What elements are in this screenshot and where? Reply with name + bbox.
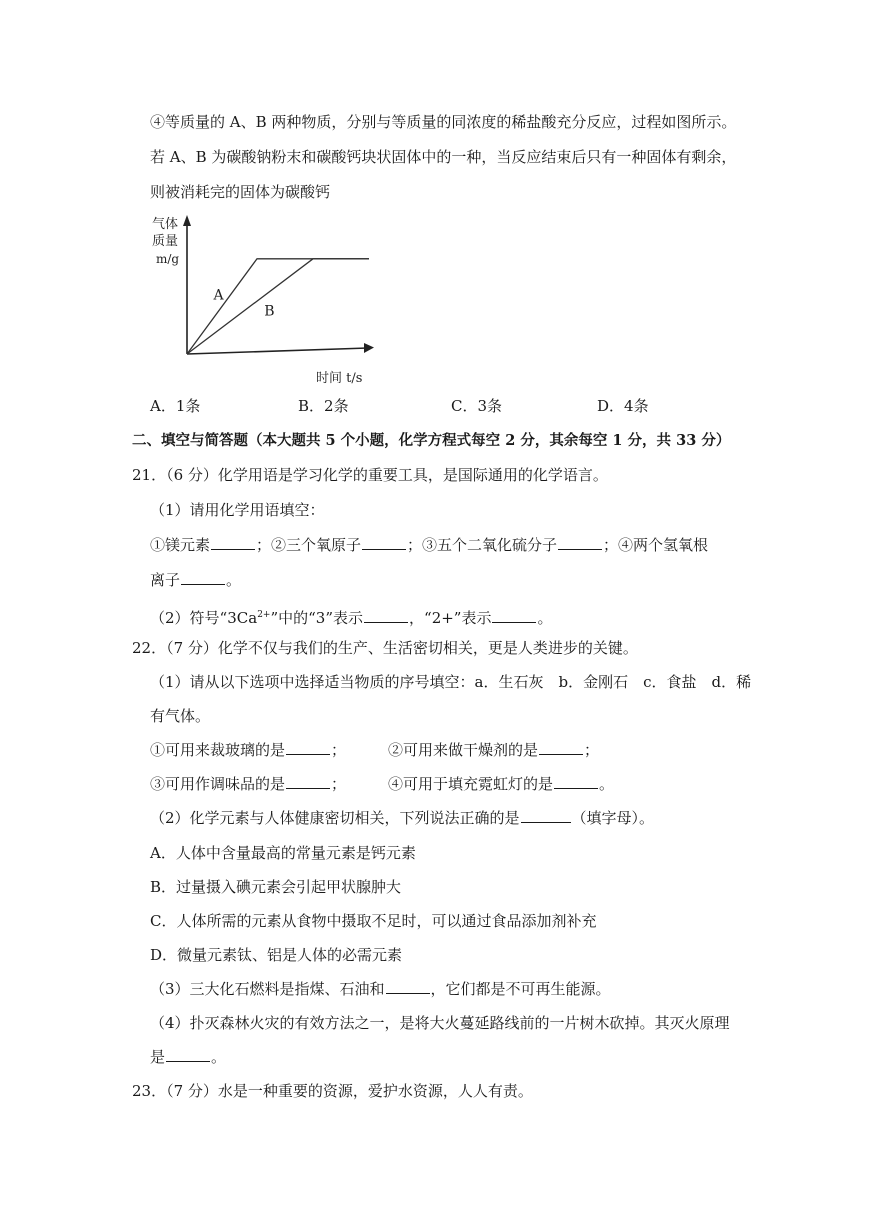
answer-blank[interactable] bbox=[554, 774, 598, 789]
q21-sub2 bbox=[150, 605, 553, 628]
series-line-B bbox=[187, 259, 369, 354]
chart-x-axis bbox=[187, 348, 368, 354]
y-axis-arrow-icon bbox=[183, 215, 191, 226]
q22-sub4-line2 bbox=[150, 1047, 226, 1067]
q20-option-d: D．4条 bbox=[597, 397, 649, 415]
answer-blank[interactable] bbox=[539, 740, 583, 755]
chart-xlabel: 时间 t/s bbox=[316, 371, 363, 386]
answer-blank[interactable] bbox=[492, 608, 536, 623]
answer-blank[interactable] bbox=[211, 535, 255, 550]
q22-i4-text: ④可用于填充霓虹灯的是 bbox=[388, 775, 554, 793]
q20-option-c: C．3条 bbox=[451, 397, 503, 415]
q22-semi: ； bbox=[331, 775, 347, 793]
answer-blank[interactable] bbox=[166, 1047, 210, 1062]
q22-semi: ； bbox=[584, 741, 600, 759]
q22-opt-a: A．人体中含量最高的常量元素是钙元素 bbox=[150, 844, 416, 862]
q21-sub2-end: 。 bbox=[537, 609, 553, 627]
q22-sub1-line2: 有气体。 bbox=[150, 707, 211, 725]
q22-item2 bbox=[388, 740, 599, 760]
answer-blank[interactable] bbox=[286, 740, 330, 755]
q22-item3 bbox=[150, 774, 346, 794]
q22-sub3a: （3）三大化石燃料是指煤、石油和 bbox=[150, 980, 385, 998]
q21-sub2b: ”中的“3”表示 bbox=[270, 609, 364, 627]
answer-blank[interactable] bbox=[362, 535, 406, 550]
q21-sub1: （1）请用化学用语填空： bbox=[150, 501, 325, 519]
answer-blank[interactable] bbox=[286, 774, 330, 789]
answer-blank[interactable] bbox=[364, 608, 408, 623]
chart-ylabel-line1: 气体 bbox=[152, 217, 179, 232]
q23-title: 23．（7 分）水是一种重要的资源，爱护水资源，人人有责。 bbox=[132, 1082, 533, 1100]
q22-item1 bbox=[150, 740, 346, 760]
chart-series bbox=[187, 259, 369, 354]
chart-ylabel-unit: m/g bbox=[156, 252, 180, 266]
series-label-A: A bbox=[213, 287, 224, 304]
q21-sub2-sup: 2+ bbox=[257, 610, 271, 620]
q21-sub2a: （2）符号“3Ca bbox=[150, 609, 258, 627]
q22-opt-d: D．微量元素钛、铝是人体的必需元素 bbox=[150, 946, 403, 964]
answer-blank[interactable] bbox=[521, 808, 571, 823]
q21-fill-line bbox=[150, 535, 708, 555]
q21-f2-text: ；②三个氧原子 bbox=[256, 536, 362, 554]
q20-item4-line1: ④等质量的 A、B 两种物质，分别与等质量的同浓度的稀盐酸充分反应，过程如图所示。 bbox=[150, 113, 737, 131]
q22-sub4-line1: （4）扑灭森林火灾的有效方法之一，是将大火蔓延路线前的一片树木砍掉。其灭火原理 bbox=[150, 1014, 730, 1032]
x-axis-arrow-icon bbox=[364, 343, 374, 353]
q22-sub3b: ，它们都是不可再生能源。 bbox=[430, 980, 611, 998]
q22-sub4-line2a: 是 bbox=[150, 1048, 166, 1066]
q22-sub2b: （填字母）。 bbox=[571, 809, 655, 827]
q21-f1-text: ①镁元素 bbox=[150, 536, 211, 554]
q22-end: 。 bbox=[599, 775, 615, 793]
q22-sub4-end: 。 bbox=[211, 1048, 227, 1066]
q22-item4 bbox=[388, 774, 614, 794]
reaction-chart bbox=[150, 212, 390, 390]
q20-item4-line2: 若 A、B 为碳酸钠粉末和碳酸钙块状固体中的一种，当反应结束后只有一种固体有剩余， bbox=[150, 148, 737, 166]
q22-opt-b: B．过量摄入碘元素会引起甲状腺肿大 bbox=[150, 878, 402, 896]
q22-sub2a: （2）化学元素与人体健康密切相关，下列说法正确的是 bbox=[150, 809, 520, 827]
answer-blank[interactable] bbox=[558, 535, 602, 550]
section-heading: 二、填空与简答题（本大题共 5 个小题，化学方程式每空 2 分，其余每空 1 分，共 33 分） bbox=[132, 432, 731, 449]
q22-sub2 bbox=[150, 808, 654, 828]
series-line-A bbox=[187, 259, 369, 354]
q21-fill-line2 bbox=[150, 570, 241, 590]
q21-f4-text: ；④两个氢氧根 bbox=[603, 536, 709, 554]
q22-i3-text: ③可用作调味品的是 bbox=[150, 775, 286, 793]
q20-item4-line3: 则被消耗完的固体为碳酸钙 bbox=[150, 183, 331, 201]
q21-end-text: 。 bbox=[226, 571, 242, 589]
q21-sub2c: ，“2+”表示 bbox=[409, 609, 492, 627]
q22-opt-c: C．人体所需的元素从食物中摄取不足时，可以通过食品添加剂补充 bbox=[150, 912, 597, 930]
q22-i2-text: ②可用来做干燥剂的是 bbox=[388, 741, 539, 759]
q22-sub1-line1: （1）请从以下选项中选择适当物质的序号填空：a．生石灰 b．金刚石 c．食盐 d．稀 bbox=[150, 673, 752, 691]
q20-option-b: B．2条 bbox=[298, 397, 349, 415]
q22-i1-text: ①可用来裁玻璃的是 bbox=[150, 741, 286, 759]
q21-f4b-text: 离子 bbox=[150, 571, 181, 589]
q21-f3-text: ；③五个二氧化硫分子 bbox=[407, 536, 558, 554]
q20-option-a: A．1条 bbox=[150, 397, 201, 415]
q22-semi: ； bbox=[331, 741, 347, 759]
q21-title: 21．（6 分）化学用语是学习化学的重要工具，是国际通用的化学语言。 bbox=[132, 466, 608, 484]
answer-blank[interactable] bbox=[386, 979, 430, 994]
answer-blank[interactable] bbox=[181, 570, 225, 585]
series-label-B: B bbox=[264, 303, 275, 320]
q22-sub3 bbox=[150, 979, 611, 999]
q22-title: 22．（7 分）化学不仅与我们的生产、生活密切相关，更是人类进步的关键。 bbox=[132, 639, 638, 657]
chart-ylabel-line2: 质量 bbox=[152, 234, 179, 249]
